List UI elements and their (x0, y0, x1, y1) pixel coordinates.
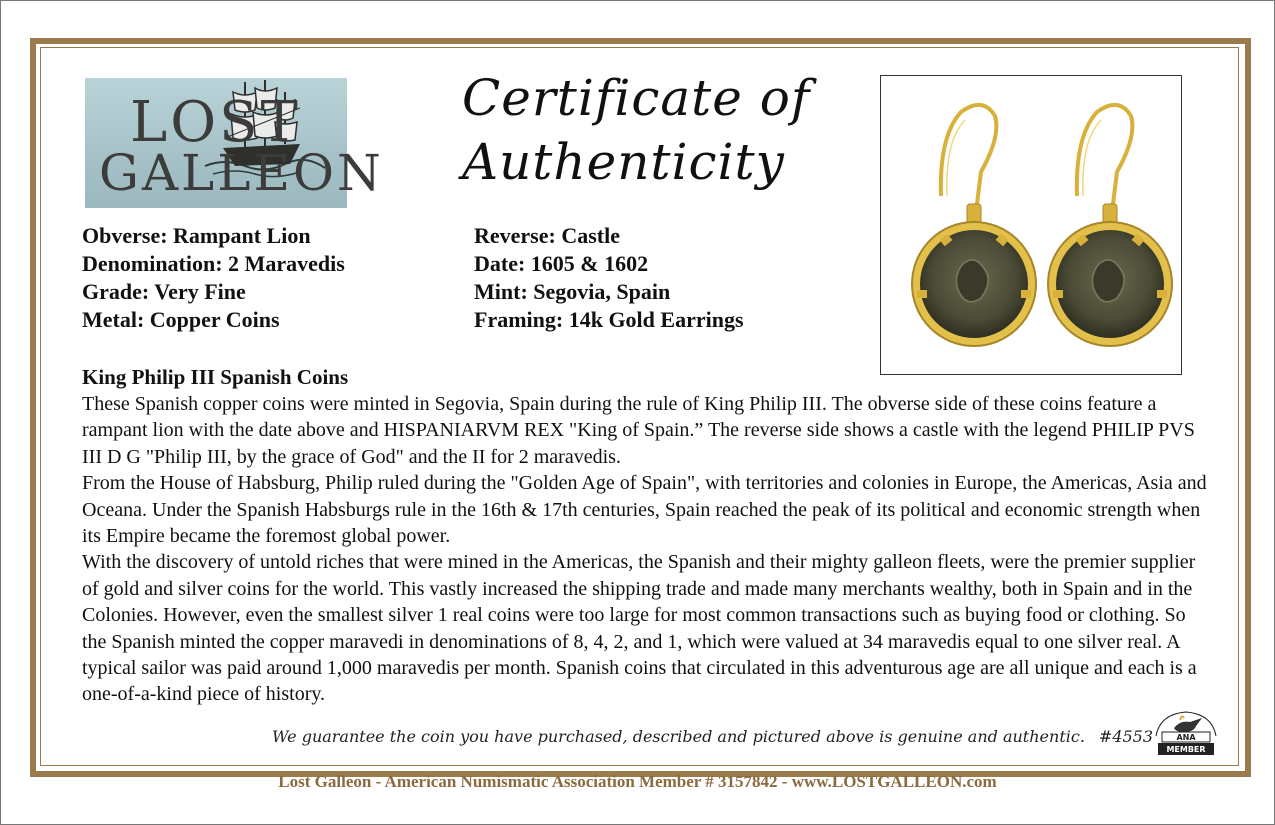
spec-reverse: Reverse: Castle (474, 223, 620, 248)
guarantee-text: We guarantee the coin you have purchased, described and pictured above is genuine and authentic. (272, 727, 1085, 746)
spec-denomination: Denomination: 2 Maravedis (82, 251, 345, 276)
paragraph-habsburg: From the House of Habsburg, Philip ruled during the "Golden Age of Spain", with territories and colonies in Europe, the Americas, Asia and Oceana. Under the Spanish Habsburgs rule in the 16th & 17th centuries, Spain reached the peak of its political and economic strength when its Empire became the foremost global power. (82, 472, 1207, 548)
description-text (82, 391, 1212, 708)
certificate-number: #4553 (1098, 727, 1154, 746)
coin-earrings-image (881, 76, 1181, 374)
ana-badge-top: ANA (1176, 733, 1196, 742)
specs-right (474, 222, 744, 334)
footer-text: Lost Galleon - American Numismatic Association Member # 3157842 - www.LOSTGALLEON.com (278, 772, 997, 791)
spec-mint: Mint: Segovia, Spain (474, 279, 671, 304)
logo-text-galleon: GALLEON (99, 144, 384, 202)
spec-date: Date: 1605 & 1602 (474, 251, 649, 276)
ana-lamp-icon (1150, 708, 1222, 758)
certificate-title (462, 66, 822, 194)
title-line-1: Certificate of (462, 69, 811, 127)
earrings-photo (880, 75, 1182, 375)
spec-grade: Grade: Very Fine (82, 279, 246, 304)
specs-left (82, 222, 345, 334)
section-heading: King Philip III Spanish Coins (82, 365, 349, 389)
spec-framing: Framing: 14k Gold Earrings (474, 307, 744, 332)
ana-member-badge (1150, 708, 1222, 758)
paragraph-coins: These Spanish copper coins were minted in Segovia, Spain during the rule of King Philip III. The obverse side of these coins feature a rampant lion with the date above and HISPANIARVM REX "King of Spain.” The reverse side shows a castle with the legend PHILIP PVS III D G "Philip III, by the grace of God" and the II for 2 maravedis. (82, 393, 1195, 468)
guarantee-line (272, 727, 1154, 746)
logo-text-lost: LOST (130, 90, 301, 155)
paragraph-galleons: With the discovery of untold riches that were mined in the Americas, the Spanish and their mighty galleon fleets, were the premier supplier of gold and silver coins for the world. This vastly increased the shipping trade and made many merchants wealthy, both in Spain and in the Colonies. However, even the smallest silver 1 real coins were too large for most common transactions such as buying food or clothing. So the Spanish minted the copper maravedi in denominations of 8, 4, 2, and 1, which were valued at 34 maravedis equal to one silver real. A typical sailor was paid around 1,000 maravedis per month. Spanish coins that circulated in this adventurous age are all unique and each is a one-of-a-kind piece of history. (82, 551, 1197, 706)
spec-metal: Metal: Copper Coins (82, 307, 280, 332)
title-line-2: Authenticity (462, 133, 785, 191)
spec-obverse: Obverse: Rampant Lion (82, 223, 311, 248)
lost-galleon-logo (85, 78, 384, 208)
ana-badge-bottom: MEMBER (1166, 745, 1206, 754)
